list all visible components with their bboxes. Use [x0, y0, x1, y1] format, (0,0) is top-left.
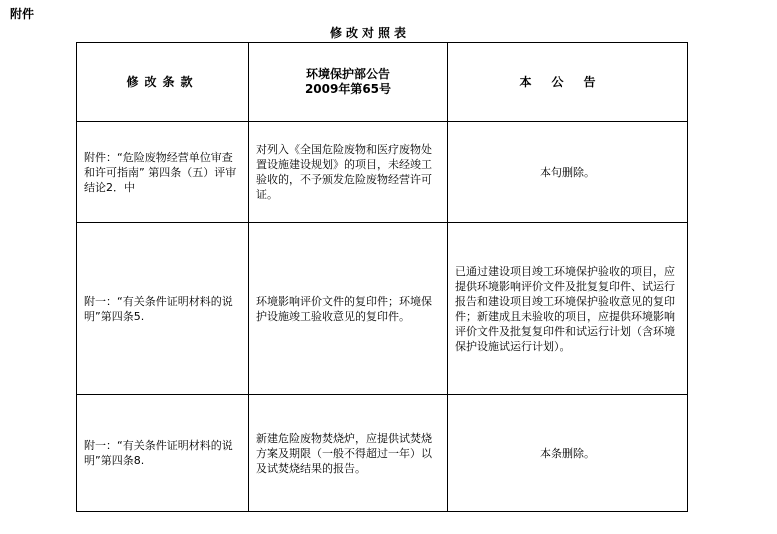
row-original-cell: 新建危险废物焚烧炉，应提供试焚烧方案及期限（一般不得超过一年）以及试焚烧结果的报告。 [249, 395, 448, 512]
table-row [77, 223, 688, 395]
table-header-row [77, 43, 688, 122]
row-new-cell: 已通过建设项目竣工环境保护验收的项目，应提供环境影响评价文件及批复复印件、试运行报告和建设项目竣工环境保护验收意见的复印件；新建成且未验收的项目，应提供环境影响评价文件及批复复印件和试运行计划（含环境保护设施试运行计划）。 [448, 223, 688, 395]
row-new-cell: 本条删除。 [448, 395, 688, 512]
row-original-cell: 对列入《全国危险废物和医疗废物处置设施建设规划》的项目，未经竣工验收的，不予颁发危险废物经营许可证。 [249, 122, 448, 223]
row-new-cell: 本句删除。 [448, 122, 688, 223]
header-original-line1: 环境保护部公告 [305, 67, 390, 81]
header-clause: 修改条款 [77, 43, 249, 122]
table-row [77, 395, 688, 512]
row-original-cell: 环境影响评价文件的复印件；环境保护设施竣工验收意见的复印件。 [249, 223, 448, 395]
row-clause-cell: 附一：“有关条件证明材料的说明”第四条5. [77, 223, 249, 395]
row-clause-cell: 附一：“有关条件证明材料的说明”第四条8. [77, 395, 249, 512]
document-title: 修改对照表 [330, 26, 411, 40]
table-row [77, 122, 688, 223]
row-clause-cell: 附件：“危险废物经营单位审查和许可指南” 第四条（五）评审结论2．中 [77, 122, 249, 223]
attachment-label: 附件 [10, 7, 35, 21]
header-original [249, 43, 448, 122]
header-new: 本公告 [448, 43, 688, 122]
header-original-line2: 2009年第65号 [304, 82, 392, 96]
comparison-table [76, 42, 688, 512]
